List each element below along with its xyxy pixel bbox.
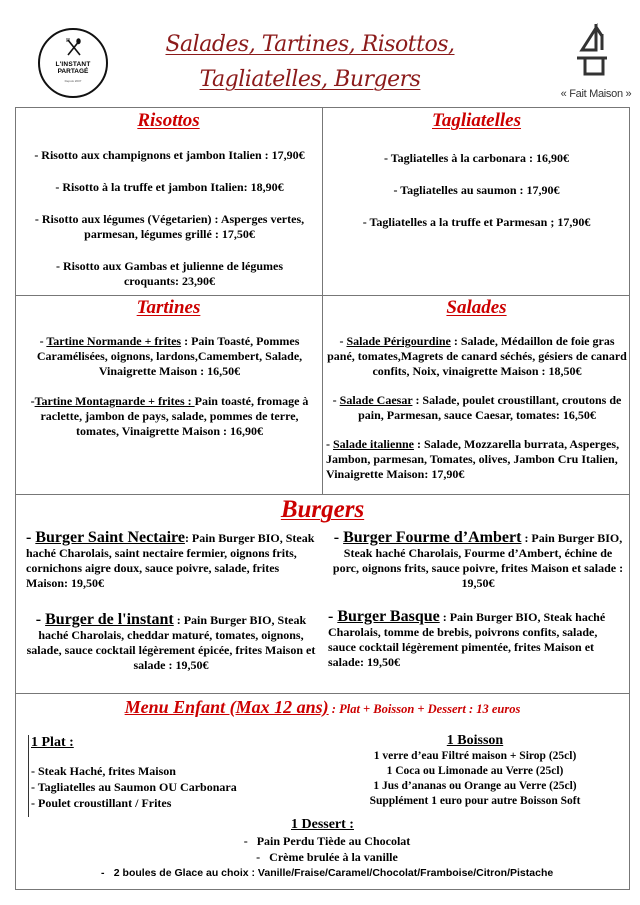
menu-enfant-title xyxy=(15,697,630,718)
tagliatelles-title: Tagliatelles xyxy=(431,110,522,131)
menu-item: - Risotto aux champignons et jambon Italien : 17,90€ xyxy=(34,148,305,162)
divider xyxy=(15,693,630,694)
dessert-item: - Crème brulée à la vanille xyxy=(256,850,398,864)
burger-item: - Burger de l'instant : Pain Burger BIO, Steak haché Charolais, cheddar maturé, tomates, oignons, salade, sauce cocktail légèrement épicée, frites Maison et salade : 19,50€ xyxy=(26,611,316,672)
tartines-list xyxy=(19,334,320,439)
fait-maison-logo xyxy=(560,22,640,112)
menu-item: - Tartine Normande + frites : Pain Toasté, Pommes Caramélisées, oignons, lardons,Camembert, Salade, Vinaigrette Maison : 16,50€ xyxy=(36,334,303,378)
item-name: Burger Fourme d’Ambert xyxy=(343,529,522,546)
salades-title: Salades xyxy=(446,297,507,318)
dessert-title: 1 Dessert : xyxy=(291,817,354,832)
item-name: Burger Basque xyxy=(337,608,440,625)
menu-item: - Salade Périgourdine : Salade, Médaillon de foie gras pané, tomates,Magrets de canard séchés, gésiers de canard confits, Noix, vinaigrette Maison : 18,50€ xyxy=(327,334,627,378)
logo-text-line3: Depuis 2007 xyxy=(64,79,82,83)
item-name: Burger Saint Nectaire xyxy=(35,529,185,546)
boisson-item: 1 Coca ou Limonade au Verre (25cl) xyxy=(386,765,564,777)
menu-item: - Risotto à la truffe et jambon Italien: 18,90€ xyxy=(55,180,284,194)
page-title-line2: Tagliatelles, Burgers xyxy=(199,67,421,92)
burger-item: - Burger Basque : Pain Burger BIO, Steak haché Charolais, tomme de brebis, poivrons confits, salade, sauce cocktail légèrement pimentée, frites Maison et salade: 19,50€ xyxy=(328,608,606,669)
risottos-title: Risottos xyxy=(137,110,200,131)
menu-enfant-price: : Plat + Boisson + Dessert : 13 euros xyxy=(328,702,521,716)
menu-item: -Tartine Montagnarde + frites : Pain toasté, fromage à raclette, jambon de pays, salade, pommes de terre, tomates, Vinaigrette Maison : 16,90€ xyxy=(30,394,309,438)
item-name: Salade Périgourdine xyxy=(346,334,451,348)
menu-enfant-heading: Menu Enfant (Max 12 ans) xyxy=(124,697,329,717)
dessert-item: - 2 boules de Glace au choix : Vanille/Fraise/Caramel/Chocolat/Framboise/Citron/Pistache xyxy=(101,867,554,879)
item-name: Salade italienne xyxy=(333,437,415,451)
house-pan-icon xyxy=(572,22,620,82)
boisson-section xyxy=(330,733,620,809)
menu-item: - Salade Caesar : Salade, poulet croustillant, croutons de pain, Parmesan, sauce Caesar, tomates: 16,50€ xyxy=(332,393,622,422)
divider xyxy=(15,494,630,495)
dessert-item: - Pain Perdu Tiède au Chocolat xyxy=(243,834,411,848)
boisson-item: 1 verre d’eau Filtré maison + Sirop (25cl) xyxy=(373,750,577,762)
menu-item: - Tagliatelles à la carbonara : 16,90€ xyxy=(384,151,569,165)
risottos-list xyxy=(17,148,322,289)
menu-item: - Risotto aux légumes (Végetarien) : Asperges vertes, parmesan, légumes grillé : 17,50€ xyxy=(34,212,305,241)
boisson-item: Supplément 1 euro pour autre Boisson Soft xyxy=(369,795,581,807)
menu-item: - Salade italienne : Salade, Mozzarella burrata, Asperges, Jambon, parmesan, Tomates, olives, Jambon Cru Italien, Vinaigrette Maison: 17,90€ xyxy=(326,437,620,481)
plat-item: - Steak Haché, frites Maison xyxy=(31,764,176,778)
tagliatelles-list xyxy=(323,151,630,230)
page-title-line1: Salades, Tartines, Risottos, xyxy=(165,32,455,57)
burgers-title: Burgers xyxy=(280,496,365,523)
menu-item: - Risotto aux Gambas et julienne de légumes croquants: 23,90€ xyxy=(56,259,283,288)
salades-list xyxy=(326,334,628,482)
boisson-item: 1 Jus d’ananas ou Orange au Verre (25cl) xyxy=(373,780,577,792)
fait-maison-label: « Fait Maison » xyxy=(560,88,632,100)
restaurant-logo xyxy=(38,28,108,98)
fork-spoon-icon xyxy=(66,38,82,56)
menu-item: - Tagliatelles a la truffe et Parmesan ; 17,90€ xyxy=(362,215,591,229)
menu-item: - Tagliatelles au saumon : 17,90€ xyxy=(393,183,560,197)
logo-text-line2: PARTAGÉ xyxy=(57,68,89,75)
tartines-title: Tartines xyxy=(136,297,201,318)
plat-title: 1 Plat : xyxy=(31,735,74,750)
burger-item: - Burger Fourme d’Ambert : Pain Burger BIO, Steak haché Charolais, Fourme d’Ambert, échine de porc, oignons frits, sauce poivre, frites Maison et salade : 19,50€ xyxy=(332,529,624,590)
plat-item: - Poulet croustillant / Frites xyxy=(31,796,172,810)
logo-text-line1: L'INSTANT xyxy=(55,61,91,68)
item-name: Tartine Montagnarde + frites : xyxy=(34,394,195,408)
plat-bar xyxy=(28,735,29,817)
plat-item: - Tagliatelles au Saumon OU Carbonara xyxy=(31,780,237,794)
item-name: Burger de l'instant xyxy=(45,611,174,628)
plat-section xyxy=(31,735,331,811)
boisson-title: 1 Boisson xyxy=(446,733,504,748)
burger-item: - Burger Saint Nectaire: Pain Burger BIO, Steak haché Charolais, saint nectaire fermier, oignons frits, cornichons aigre doux, sauce poivre, salade, frites Maison: 19,50€ xyxy=(26,529,315,590)
dessert-section xyxy=(15,817,630,881)
item-name: Tartine Normande + frites xyxy=(46,334,182,348)
item-name: Salade Caesar xyxy=(339,393,413,407)
